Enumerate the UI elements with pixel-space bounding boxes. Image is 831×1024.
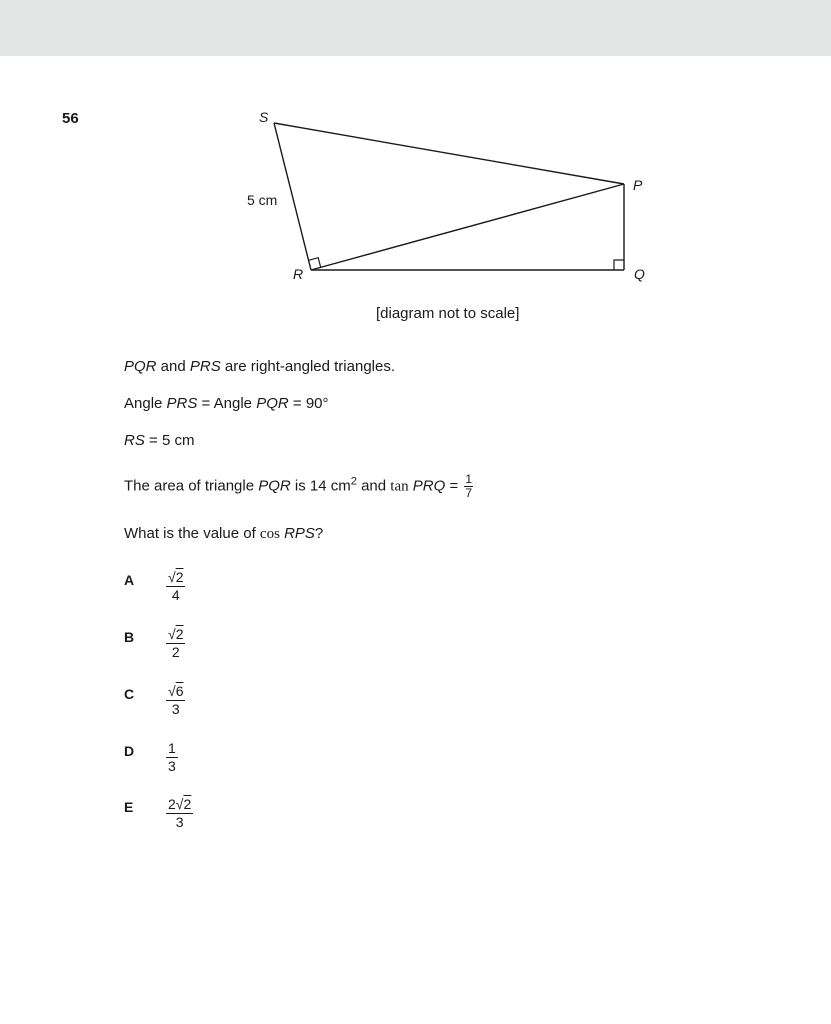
- option-fraction: $\frac{√6}{3}$: [168, 683, 184, 717]
- triangle-diagram: [0, 0, 831, 340]
- vertex-label-r: R: [293, 266, 304, 282]
- option-letter: D: [124, 743, 135, 759]
- vertex-label-s: S: [259, 109, 269, 125]
- option-fraction: $\frac{√2}{4}$: [168, 569, 184, 603]
- statement-4: The area of triangle PQR is 14 $cm^2$ and tan PRQ = $\frac{1}{7}$: [124, 472, 473, 500]
- option-letter: C: [124, 686, 135, 702]
- vertex-label-q: Q: [634, 266, 645, 282]
- statement-3: RS = 5 cm: [124, 432, 195, 449]
- edge-rp: [311, 184, 624, 270]
- option-fraction: $\frac{2√2}{3}$: [168, 796, 192, 830]
- vertex-label-p: P: [633, 177, 643, 193]
- option-letter: A: [124, 572, 135, 588]
- diagram-caption: [diagram not to scale]: [376, 305, 520, 322]
- question-number: 56: [62, 110, 79, 127]
- statement-2: Angle PRS = Angle PQR = 90°: [124, 395, 329, 412]
- statement-1: PQR and PRS are right-angled triangles.: [124, 358, 395, 375]
- option-letter: E: [124, 799, 134, 815]
- edge-sp: [274, 123, 624, 184]
- question-prompt: What is the value of cos RPS?: [124, 525, 324, 542]
- fraction-tan-value: $\frac{1}{7}$: [465, 472, 473, 500]
- right-angle-q: [614, 260, 624, 270]
- edge-sr: [274, 123, 311, 270]
- option-letter: B: [124, 629, 135, 645]
- option-fraction: $\frac{√2}{2}$: [168, 626, 184, 660]
- option-fraction: $\frac{1}{3}$: [168, 740, 176, 774]
- side-label-rs: 5 cm: [247, 192, 278, 208]
